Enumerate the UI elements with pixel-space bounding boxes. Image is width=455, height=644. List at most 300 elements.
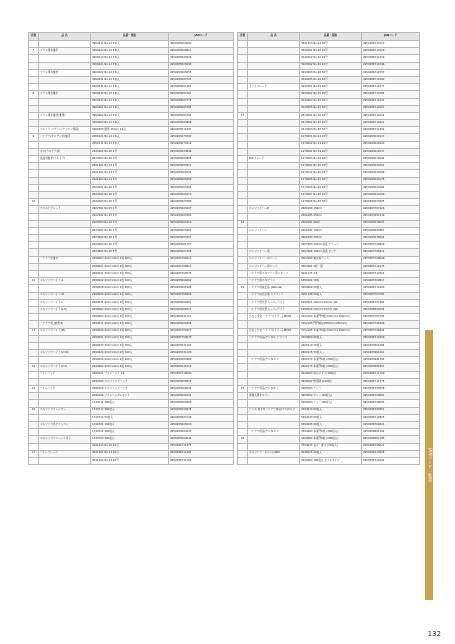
- code-cell: 2690062 4mm×4cm 2枚 300入: [91, 306, 169, 313]
- name-cell: [39, 41, 91, 48]
- page-cell: [238, 378, 248, 385]
- name-cell: [248, 163, 300, 170]
- code-cell: 1650101 50本: [300, 278, 362, 285]
- name-cell: ハケアワ用エキブラシ: [248, 278, 300, 285]
- code-cell: 3900441 No.12 3本入: [91, 84, 169, 91]
- table-row: [29, 127, 234, 134]
- name-cell: [39, 357, 91, 364]
- jan-cell: 4950286711523: [362, 48, 420, 55]
- code-cell: 3007681 1枚・組: [300, 263, 362, 270]
- jan-cell: 4950283020168: [362, 170, 420, 177]
- page-cell: 17: [238, 112, 248, 119]
- name-cell: [248, 105, 300, 112]
- name-cell: ブラシ用糸継ぎ(兼用): [39, 112, 91, 119]
- page-cell: [29, 127, 39, 134]
- page-cell: [238, 235, 248, 242]
- name-cell: [39, 170, 91, 177]
- jan-cell: 4950283001906: [169, 285, 234, 292]
- jan-cell: 4950283003402: [169, 227, 234, 234]
- jan-cell: 4950283706809: [362, 242, 420, 249]
- name-cell: [248, 98, 300, 105]
- code-cell: 2690031 4mm×4cm 2枚 300入: [91, 299, 169, 306]
- name-cell: [39, 191, 91, 198]
- table-row: [238, 41, 420, 48]
- page-cell: [29, 335, 39, 342]
- page-cell: [29, 98, 39, 105]
- jan-cell: 4950283014397: [169, 127, 234, 134]
- code-cell: 2622502 No.25 2号: [91, 213, 169, 220]
- page-cell: [238, 400, 248, 407]
- page-cell: [238, 105, 248, 112]
- name-cell: [248, 414, 300, 421]
- code-cell: 2690105 エルファンズバック: [91, 386, 169, 393]
- code-cell: 3041401 No.14 10号: [91, 450, 169, 457]
- name-cell: ハケアワ用品(ヤロ)Vルフ: [248, 357, 300, 364]
- jan-cell: 4950286711539: [362, 55, 420, 62]
- name-cell: ユニファイバー: [248, 227, 300, 234]
- jan-cell: 4950283710000: [169, 371, 234, 378]
- name-cell: [248, 242, 300, 249]
- code-cell: 3152105 本軍門6枚(250mm×300mm): [300, 328, 362, 335]
- jan-cell: 4950286711614: [362, 112, 420, 119]
- code-cell: 2690064 4mm×4cm 4枚 100入: [91, 364, 169, 371]
- name-cell: [248, 177, 300, 184]
- code-cell: 2613001 No.30 10号: [300, 112, 362, 119]
- page-cell: 7: [29, 48, 39, 55]
- table-row: [238, 407, 420, 414]
- table-row: [29, 191, 234, 198]
- table-row: [29, 414, 234, 421]
- name-cell: [39, 378, 91, 385]
- page-cell: 12: [29, 278, 39, 285]
- jan-cell: 4950283003273: [169, 191, 234, 198]
- table-row: [238, 378, 420, 385]
- page-cell: [29, 206, 39, 213]
- code-cell: 2621402 No.14 2号: [91, 170, 169, 177]
- code-cell: 2800121 No.12 1本入: [91, 134, 169, 141]
- jan-cell: 4950286712402: [362, 457, 420, 464]
- code-cell: 2613002 No.30 20号: [300, 120, 362, 127]
- page-cell: [29, 148, 39, 155]
- jan-cell: 4950283000062: [169, 278, 234, 285]
- table-row: [238, 120, 420, 127]
- page-cell: [238, 314, 248, 321]
- jan-cell: 4950283003303: [169, 213, 234, 220]
- jan-cell: 4950283003778: [169, 98, 234, 105]
- code-cell: 3940002 壁用防 (100枚): [300, 378, 362, 385]
- table-row: [29, 148, 234, 155]
- table-row: [29, 328, 234, 335]
- jan-cell: 4950283020175: [362, 177, 420, 184]
- code-cell: 2690034 4mm×4cm 2枚 300入: [91, 292, 169, 299]
- page-cell: [238, 62, 248, 69]
- name-cell: [39, 400, 91, 407]
- table-row: [29, 335, 234, 342]
- jan-cell: 4950283003754: [169, 84, 234, 91]
- code-cell: 2622003 No.20 3号: [91, 199, 169, 206]
- name-cell: 保湿入用オルラー: [248, 393, 300, 400]
- jan-cell: 4950283709966: [169, 292, 234, 299]
- code-cell: 1740711 100枚入: [91, 400, 169, 407]
- jan-cell: 4950283036007: [362, 220, 420, 227]
- page-cell: [29, 306, 39, 313]
- table-row: [238, 371, 420, 378]
- jan-cell: 4950283003149: [169, 414, 234, 421]
- jan-cell: 4950283003846: [169, 148, 234, 155]
- table-row: [238, 429, 420, 436]
- code-cell: 3900442 No.12 2本入: [91, 91, 169, 98]
- jan-cell: 4950283020151: [362, 163, 420, 170]
- jan-cell: 4950283000026: [169, 386, 234, 393]
- page-cell: [29, 191, 39, 198]
- table-row: [29, 436, 234, 443]
- header-jan: JANコード: [362, 33, 420, 41]
- name-cell: [39, 429, 91, 436]
- jan-cell: 4950286711600: [362, 285, 420, 292]
- page-cell: 24: [238, 436, 248, 443]
- name-cell: [248, 199, 300, 206]
- table-row: [238, 328, 420, 335]
- table-row: [29, 134, 234, 141]
- name-cell: ソイレバック: [39, 386, 91, 393]
- table-row: [29, 242, 234, 249]
- code-cell: 3900462 No.12 3本入: [91, 112, 169, 119]
- jan-cell: 4950283700013: [169, 263, 234, 270]
- jan-cell: 4950283003037: [169, 429, 234, 436]
- page-cell: [29, 436, 39, 443]
- name-cell: エルファウクリーンスポン: [39, 436, 91, 443]
- name-cell: [248, 134, 300, 141]
- name-cell: [248, 62, 300, 69]
- name-cell: [39, 105, 91, 112]
- code-cell: 3394063 本軍門6枚 (300枚入): [300, 429, 362, 436]
- code-cell: 1740722 300枚入: [91, 429, 169, 436]
- code-cell: 2622002 No.20 2号: [91, 191, 169, 198]
- jan-cell: 4950283003761: [169, 91, 234, 98]
- name-cell: ブラシ用糸継ぎ: [39, 69, 91, 76]
- name-cell: [248, 112, 300, 119]
- code-cell: 1270001 No.14 20号: [300, 148, 362, 155]
- jan-cell: 4950283964161: [362, 350, 420, 357]
- table-row: [29, 357, 234, 364]
- code-cell: 2623001 No.30 1号: [91, 227, 169, 234]
- name-cell: エルファウバイト-L: [39, 299, 91, 306]
- code-cell: 3001108 50枚入: [300, 292, 362, 299]
- name-cell: [248, 41, 300, 48]
- jan-cell: 4950283706306: [362, 321, 420, 328]
- table-row: [29, 76, 234, 83]
- name-cell: [39, 177, 91, 184]
- jan-cell: 4950286711475: [169, 443, 234, 450]
- name-cell: ハケアワ(オロテンポ)継手: [39, 134, 91, 141]
- code-cell: 2622503 No.25 3号: [91, 220, 169, 227]
- table-row: [238, 386, 420, 393]
- name-cell: [39, 443, 91, 450]
- jan-cell: 4950283020199: [362, 191, 420, 198]
- table-row: [238, 199, 420, 206]
- jan-cell: 4950283003297: [169, 206, 234, 213]
- code-cell: 2606184 150ml: [300, 206, 362, 213]
- name-cell: [248, 235, 300, 242]
- right-table-body: [238, 41, 420, 465]
- name-cell: 液晶用継ぎ(ウルトラ): [39, 156, 91, 163]
- name-cell: [248, 350, 300, 357]
- jan-cell: 4950283031010: [169, 364, 234, 371]
- name-cell: [248, 148, 300, 155]
- table-row: [238, 127, 420, 134]
- name-cell: [39, 414, 91, 421]
- code-cell: 2606181 60ml: [300, 220, 362, 227]
- code-cell: 1270002 No.14 20号: [300, 141, 362, 148]
- page-cell: [238, 393, 248, 400]
- table-row: [29, 299, 234, 306]
- table-row: [238, 364, 420, 371]
- page-cell: [29, 55, 39, 62]
- page-cell: [238, 242, 248, 249]
- jan-cell: 4950283062013: [169, 306, 234, 313]
- name-cell: [39, 235, 91, 242]
- code-cell: 1270005 No.25 10号: [300, 177, 362, 184]
- name-cell: [248, 421, 300, 428]
- name-cell: ハケアワ用品(ヤロ)Vルフ: [248, 386, 300, 393]
- code-cell: 3394045 60枚入: [300, 421, 362, 428]
- code-cell: 1270004 No.20 10号: [300, 163, 362, 170]
- jan-cell: 4950283706824: [362, 328, 420, 335]
- code-cell: 2621401 No.14 1号: [91, 163, 169, 170]
- jan-cell: 4950286711495: [169, 450, 234, 457]
- table-row: [238, 321, 420, 328]
- table-row: [238, 213, 420, 220]
- table-row: [29, 407, 234, 414]
- table-row: [29, 421, 234, 428]
- code-cell: 3007666 150ml 液液 ピンク: [300, 249, 362, 256]
- code-cell: 2800131 No.12 1本入: [91, 141, 169, 148]
- table-row: [29, 213, 234, 220]
- jan-cell: 4950283031113: [169, 314, 234, 321]
- name-cell: エルファウ水クリンエン: [39, 421, 91, 428]
- page-cell: [238, 457, 248, 464]
- page-cell: [238, 163, 248, 170]
- header-jan: JANコード: [169, 33, 234, 41]
- page-cell: [29, 112, 39, 119]
- name-cell: [248, 321, 300, 328]
- jan-cell: 4950286711769: [362, 371, 420, 378]
- name-cell: ブラシ用糸継手: [39, 91, 91, 98]
- code-cell: 3900211 No.12 3本入: [91, 41, 169, 48]
- table-row: [29, 235, 234, 242]
- page-cell: [29, 242, 39, 249]
- code-cell: 2620303 No.20 3号: [91, 156, 169, 163]
- page-cell: [29, 76, 39, 83]
- page-cell: [29, 285, 39, 292]
- name-cell: [248, 364, 300, 371]
- jan-cell: 4950286707304: [362, 299, 420, 306]
- page-cell: [29, 357, 39, 364]
- code-cell: 2690063 4mm×4cm 2枚 300入: [91, 314, 169, 321]
- page-cell: [29, 314, 39, 321]
- jan-cell: 4950283691867: [362, 227, 420, 234]
- page-cell: [238, 120, 248, 127]
- table-row: [29, 112, 234, 119]
- page-cell: [238, 321, 248, 328]
- name-cell: [248, 457, 300, 464]
- page-cell: 18: [238, 220, 248, 227]
- code-cell: 3043003 No.25 30号: [300, 98, 362, 105]
- jan-cell: 4950283009817: [169, 48, 234, 55]
- code-cell: 3042005 No.20 50号: [300, 76, 362, 83]
- page-cell: 23: [238, 386, 248, 393]
- code-cell: 1270006 No.25 20号: [300, 184, 362, 191]
- page-cell: 14: [29, 364, 39, 371]
- page-cell: [238, 191, 248, 198]
- table-row: [29, 105, 234, 112]
- page-cell: [238, 170, 248, 177]
- jan-cell: 4950283000132: [169, 393, 234, 400]
- name-cell: ウエルドブレード: [39, 206, 91, 213]
- page-cell: [29, 184, 39, 191]
- page-cell: [238, 213, 248, 220]
- page-cell: [238, 335, 248, 342]
- name-cell: [39, 249, 91, 256]
- code-cell: 3900463 No.12 1本入: [91, 120, 169, 127]
- jan-cell: 4950283000019: [169, 378, 234, 385]
- table-row: [29, 371, 234, 378]
- page-cell: 8: [29, 91, 39, 98]
- table-row: [238, 235, 420, 242]
- code-cell: 1270012 No.20 20号: [300, 170, 362, 177]
- code-cell: 2600115 50枚入: [300, 350, 362, 357]
- name-cell: ユニファイバー用シート: [248, 256, 300, 263]
- name-cell: [39, 335, 91, 342]
- page-cell: [238, 429, 248, 436]
- jan-cell: 4950283003648: [169, 62, 234, 69]
- page-cell: [29, 400, 39, 407]
- code-cell: 2690101 ソイレバック 1本: [91, 371, 169, 378]
- name-cell: ひなしず全 ハケアワ(アワー)-M000: [248, 328, 300, 335]
- code-cell: 2690024 4mm×4cm 2枚 300入: [91, 350, 169, 357]
- jan-cell: 4950286704821: [362, 421, 420, 428]
- header-page: 頁数: [29, 33, 39, 41]
- page-cell: [29, 84, 39, 91]
- table-row: [29, 249, 234, 256]
- name-cell: [39, 314, 91, 321]
- page-cell: 16: [29, 407, 39, 414]
- code-cell: 3394064 本軍門6枚 (200枚入): [300, 436, 362, 443]
- table-row: [29, 48, 234, 55]
- jan-cell: 4950283003020: [169, 421, 234, 428]
- name-cell: [248, 48, 300, 55]
- jan-cell: 4950283073202: [169, 134, 234, 141]
- name-cell: [39, 84, 91, 91]
- jan-cell: 4950283003921: [169, 163, 234, 170]
- page-cell: [238, 141, 248, 148]
- table-row: [238, 306, 420, 313]
- name-cell: [39, 184, 91, 191]
- name-cell: エルファウバイト-M: [39, 292, 91, 299]
- name-cell: ハケアワ用品(ヤロ)Vルフ プラス: [248, 335, 300, 342]
- header-page: 頁数: [238, 33, 248, 41]
- table-row: [238, 163, 420, 170]
- jan-table-right: [237, 32, 420, 465]
- code-cell: 3394043 60枚入: [300, 414, 362, 421]
- name-cell: ユニファイバー用: [248, 249, 300, 256]
- page-cell: [29, 378, 39, 385]
- table-row: [238, 292, 420, 299]
- page-cell: 15: [29, 386, 39, 393]
- jan-cell: 4950283031102: [169, 342, 234, 349]
- page-cell: [238, 271, 248, 278]
- jan-cell: 4950283003266: [169, 184, 234, 191]
- table-row: [29, 378, 234, 385]
- page-cell: [238, 55, 248, 62]
- name-cell: エルファウバイト-S: [39, 278, 91, 285]
- jan-cell: 4950283707226: [362, 206, 420, 213]
- name-cell: [39, 98, 91, 105]
- code-cell: 2690021 4mm×4cm 2枚 300入: [91, 335, 169, 342]
- name-cell: [39, 393, 91, 400]
- page-cell: [29, 421, 39, 428]
- code-cell: 3043003 No.20 30号: [300, 69, 362, 76]
- table-row: [29, 41, 234, 48]
- code-cell: 2600110 20枚入: [300, 342, 362, 349]
- page-cell: [238, 84, 248, 91]
- table-row: [238, 76, 420, 83]
- jan-cell: 4950286711591: [362, 98, 420, 105]
- page-cell: [29, 457, 39, 464]
- jan-cell: 4950283003655: [169, 69, 234, 76]
- page-cell: 13: [29, 328, 39, 335]
- jan-cell: 4950286711609: [362, 335, 420, 342]
- jan-cell: 4950286711775: [362, 378, 420, 385]
- jan-cell: 4950283003808: [169, 120, 234, 127]
- jan-cell: 4950283003668: [169, 400, 234, 407]
- name-cell: [39, 220, 91, 227]
- table-row: [238, 220, 420, 227]
- name-cell: [39, 227, 91, 234]
- code-cell: 2690104 エルファンズバック: [91, 378, 169, 385]
- code-cell: 3152105 門門6枚(250mm×250mm): [300, 321, 362, 328]
- table-row: [238, 314, 420, 321]
- page-cell: [238, 292, 248, 299]
- code-cell: 3900443 No.12 2本入: [91, 98, 169, 105]
- page-cell: [29, 271, 39, 278]
- page-cell: [29, 443, 39, 450]
- table-row: [238, 249, 420, 256]
- jan-cell: 4950286802504: [362, 306, 420, 313]
- code-cell: 3043002 No.20 20号: [300, 62, 362, 69]
- name-cell: [248, 120, 300, 127]
- jan-cell: 4950283020205: [362, 199, 420, 206]
- name-cell: エルファウバイト(L-S): [39, 306, 91, 313]
- code-cell: 3042002 No.20 20号: [300, 55, 362, 62]
- jan-cell: 4950286709561: [362, 393, 420, 400]
- name-cell: [248, 443, 300, 450]
- page-cell: [238, 263, 248, 270]
- name-cell: [248, 371, 300, 378]
- table-row: [238, 357, 420, 364]
- page-cell: [29, 393, 39, 400]
- name-cell: [39, 457, 91, 464]
- table-row: [29, 271, 234, 278]
- table-row: [238, 91, 420, 98]
- table-row: [238, 457, 420, 464]
- code-cell: 3900421 No.12 3本入: [91, 62, 169, 69]
- code-cell: 3041403 No.14 30号: [300, 41, 362, 48]
- page-cell: [238, 278, 248, 285]
- table-row: [29, 141, 234, 148]
- name-cell: [39, 242, 91, 249]
- code-cell: 1740714 50枚入: [91, 414, 169, 421]
